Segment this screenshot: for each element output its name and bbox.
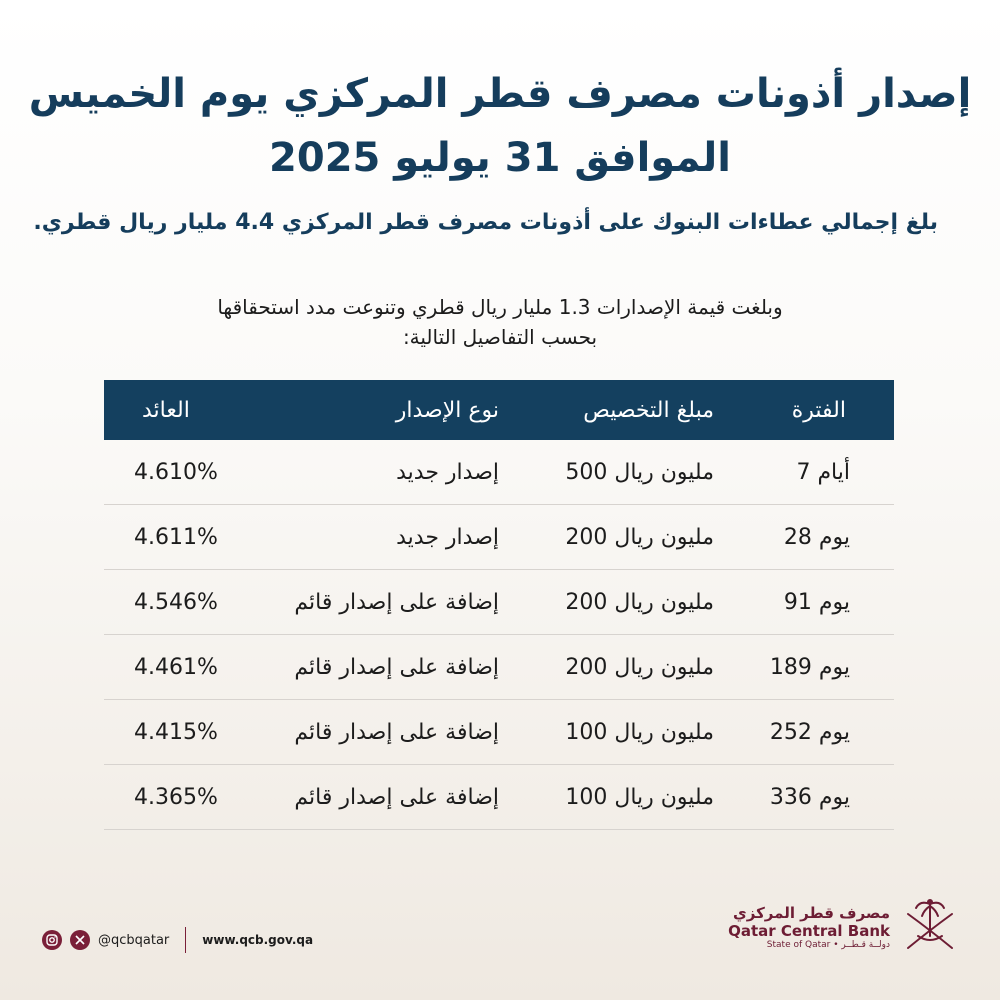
- footer-social: [42, 924, 313, 956]
- intro-line-2: بحسب التفاصيل التالية:: [402, 325, 598, 349]
- cell-period: 91 يوم: [783, 589, 850, 615]
- cell-type: إصدار جديد: [396, 524, 499, 550]
- qatar-emblem-icon: [900, 890, 960, 960]
- issuance-table: [104, 380, 894, 830]
- title-line-2: الموافق 31 يوليو 2025: [269, 135, 731, 181]
- cell-yield: 4.610%: [134, 459, 218, 485]
- table-row: [104, 440, 894, 505]
- table-row: [104, 570, 894, 635]
- intro-line-1: وبلغت قيمة الإصدارات 1.3 مليار ريال قطري وتنوعت مدد استحقاقها: [217, 295, 783, 319]
- logo-state: State of Qatar • دولــة قـطــر: [766, 940, 890, 950]
- cell-yield: 4.365%: [134, 784, 218, 810]
- cell-period: 336 يوم: [769, 784, 850, 810]
- website-link[interactable]: www.qcb.gov.qa: [202, 933, 314, 947]
- header-period: الفترة: [791, 397, 846, 423]
- cell-type: إضافة على إصدار قائم: [294, 719, 499, 745]
- cell-type: إضافة على إصدار قائم: [294, 589, 499, 615]
- table-row: [104, 505, 894, 570]
- header-yield: العائد: [142, 397, 190, 423]
- x-icon[interactable]: [70, 930, 90, 950]
- table-row: [104, 765, 894, 830]
- logo-arabic: مصرف قطر المركزي: [733, 904, 890, 922]
- cell-amount: 200 مليون ريال: [565, 524, 714, 550]
- cell-period: 189 يوم: [769, 654, 850, 680]
- cell-period: 28 يوم: [783, 524, 850, 550]
- bank-logo-text: [728, 904, 890, 950]
- cell-amount: 200 مليون ريال: [565, 589, 714, 615]
- cell-yield: 4.461%: [134, 654, 218, 680]
- social-handle[interactable]: @qcbqatar: [98, 932, 170, 948]
- logo-english: Qatar Central Bank: [728, 922, 890, 940]
- cell-amount: 100 مليون ريال: [565, 719, 714, 745]
- page-title: [0, 62, 1000, 190]
- title-line-1: إصدار أذونات مصرف قطر المركزي يوم الخميس: [28, 71, 972, 117]
- cell-yield: 4.611%: [134, 524, 218, 550]
- cell-period: 252 يوم: [769, 719, 850, 745]
- cell-amount: 200 مليون ريال: [565, 654, 714, 680]
- cell-type: إضافة على إصدار قائم: [294, 654, 499, 680]
- instagram-icon[interactable]: [42, 930, 62, 950]
- cell-yield: 4.546%: [134, 589, 218, 615]
- table-header: [104, 380, 894, 440]
- header-amount: مبلغ التخصيص: [583, 397, 714, 423]
- table-row: [104, 635, 894, 700]
- cell-amount: 100 مليون ريال: [565, 784, 714, 810]
- intro-text: [0, 292, 1000, 352]
- cell-type: إصدار جديد: [396, 459, 499, 485]
- cell-type: إضافة على إصدار قائم: [294, 784, 499, 810]
- summary-text: بلغ إجمالي عطاءات البنوك على أذونات مصرف قطر المركزي 4.4 مليار ريال قطري.: [33, 210, 938, 235]
- cell-amount: 500 مليون ريال: [565, 459, 714, 485]
- footer-divider: [185, 927, 186, 953]
- table-row: [104, 700, 894, 765]
- cell-yield: 4.415%: [134, 719, 218, 745]
- cell-period: 7 أيام: [796, 459, 850, 485]
- header-type: نوع الإصدار: [395, 397, 499, 423]
